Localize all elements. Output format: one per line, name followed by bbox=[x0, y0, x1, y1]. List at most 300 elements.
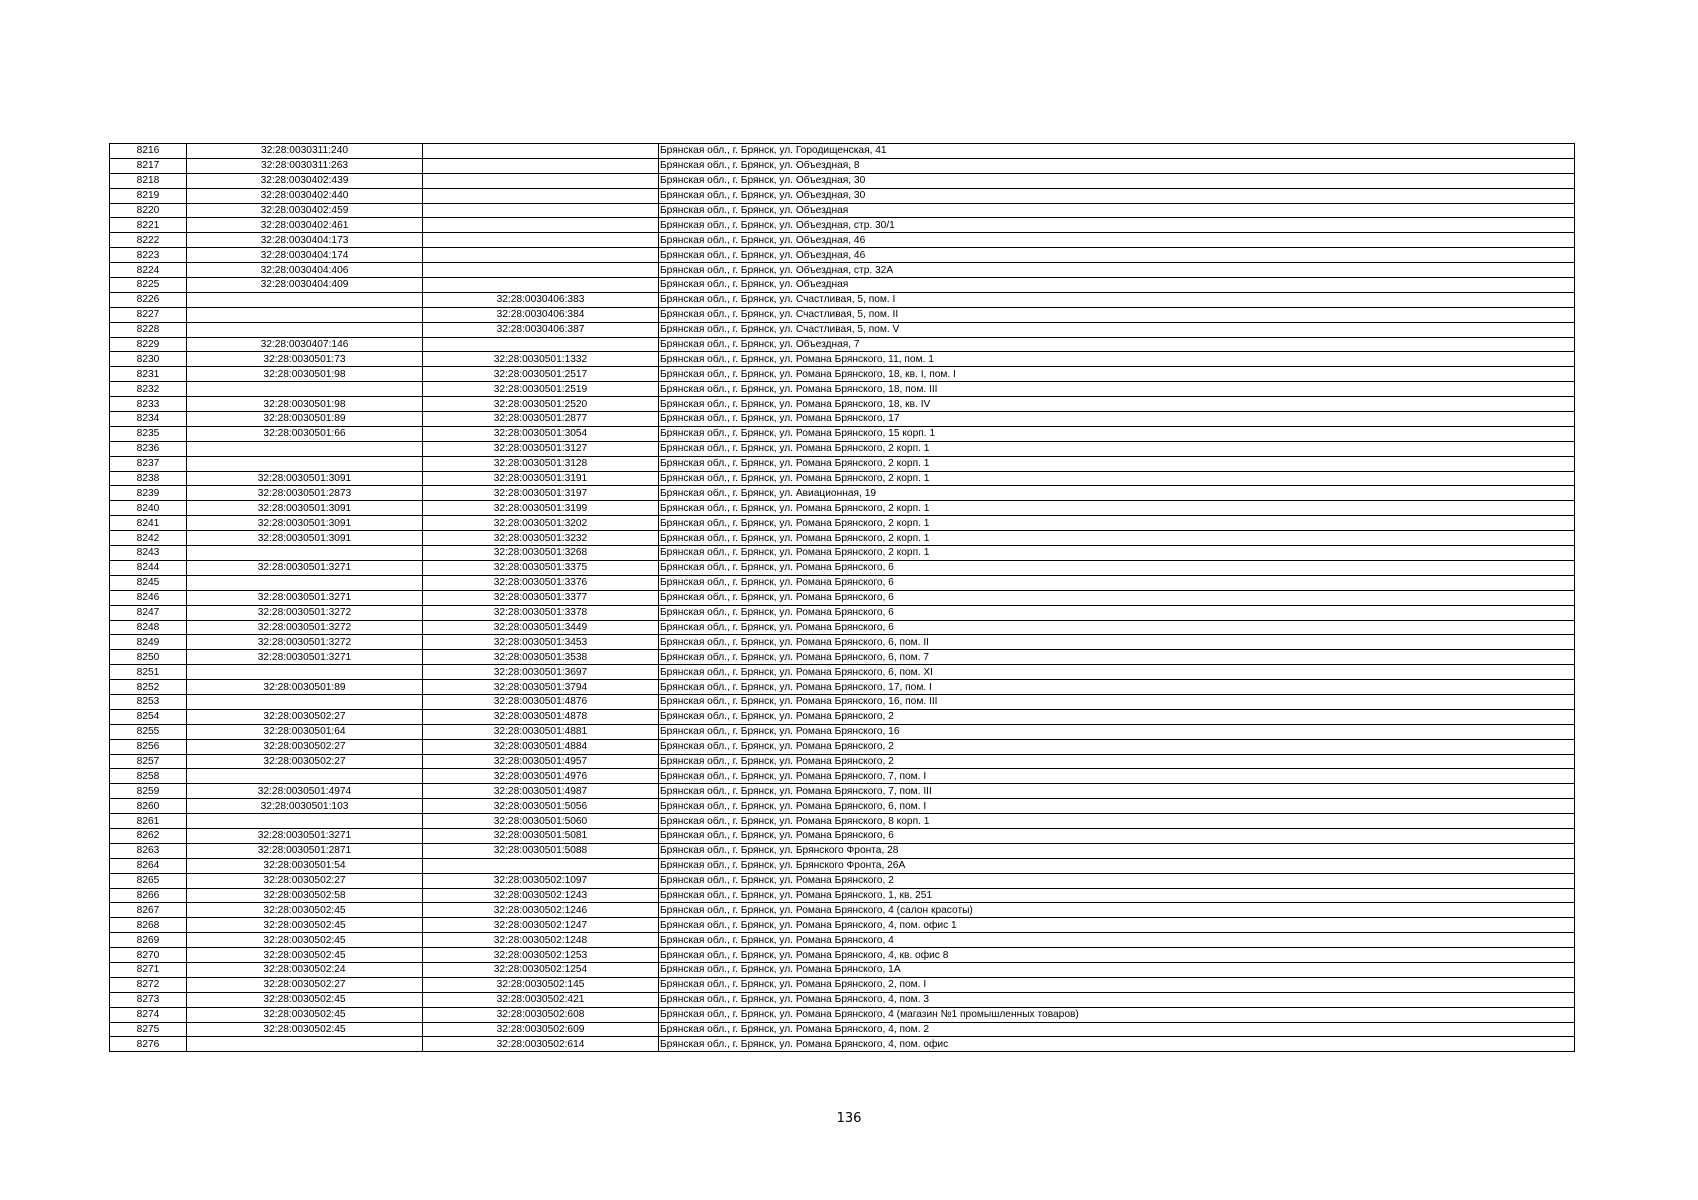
table-row bbox=[110, 858, 1575, 873]
object-number-cell: 32:28:0030501:3794 bbox=[423, 680, 659, 695]
address-cell: Брянская обл., г. Брянск, ул. Романа Брянского, 7, пом. III bbox=[659, 784, 1575, 799]
table-row bbox=[110, 188, 1575, 203]
object-number-cell: 32:28:0030501:2520 bbox=[423, 397, 659, 412]
parcel-number-cell: 32:28:0030502:27 bbox=[187, 709, 423, 724]
parcel-number-cell: 32:28:0030311:240 bbox=[187, 144, 423, 159]
object-number-cell bbox=[423, 337, 659, 352]
object-number-cell: 32:28:0030501:2519 bbox=[423, 382, 659, 397]
address-cell: Брянская обл., г. Брянск, ул. Романа Брянского, 1А bbox=[659, 962, 1575, 977]
table-row bbox=[110, 307, 1575, 322]
parcel-number-cell: 32:28:0030502:27 bbox=[187, 873, 423, 888]
row-number-cell: 8224 bbox=[110, 263, 187, 278]
parcel-number-cell: 32:28:0030404:173 bbox=[187, 233, 423, 248]
object-number-cell: 32:28:0030501:1332 bbox=[423, 352, 659, 367]
row-number-cell: 8264 bbox=[110, 858, 187, 873]
row-number-cell: 8256 bbox=[110, 739, 187, 754]
table-row bbox=[110, 873, 1575, 888]
parcel-number-cell bbox=[187, 322, 423, 337]
object-number-cell: 32:28:0030502:608 bbox=[423, 1007, 659, 1022]
parcel-number-cell: 32:28:0030404:409 bbox=[187, 278, 423, 293]
object-number-cell: 32:28:0030502:1243 bbox=[423, 888, 659, 903]
object-number-cell: 32:28:0030501:3449 bbox=[423, 620, 659, 635]
table-row bbox=[110, 263, 1575, 278]
table-row bbox=[110, 367, 1575, 382]
row-number-cell: 8228 bbox=[110, 322, 187, 337]
row-number-cell: 8259 bbox=[110, 784, 187, 799]
table-row bbox=[110, 754, 1575, 769]
table-row bbox=[110, 724, 1575, 739]
parcel-number-cell: 32:28:0030502:45 bbox=[187, 903, 423, 918]
table-row bbox=[110, 575, 1575, 590]
address-cell: Брянская обл., г. Брянск, ул. Романа Брянского, 6, пом. 7 bbox=[659, 650, 1575, 665]
object-number-cell: 32:28:0030501:3697 bbox=[423, 665, 659, 680]
table-row bbox=[110, 337, 1575, 352]
table-row bbox=[110, 248, 1575, 263]
address-cell: Брянская обл., г. Брянск, ул. Объездная bbox=[659, 203, 1575, 218]
object-number-cell: 32:28:0030501:3199 bbox=[423, 501, 659, 516]
address-cell: Брянская обл., г. Брянск, ул. Романа Брянского, 6 bbox=[659, 590, 1575, 605]
table-row bbox=[110, 843, 1575, 858]
address-cell: Брянская обл., г. Брянск, ул. Авиационная, 19 bbox=[659, 486, 1575, 501]
table-row bbox=[110, 933, 1575, 948]
address-cell: Брянская обл., г. Брянск, ул. Романа Брянского, 15 корп. 1 bbox=[659, 426, 1575, 441]
parcel-number-cell: 32:28:0030501:3091 bbox=[187, 501, 423, 516]
row-number-cell: 8268 bbox=[110, 918, 187, 933]
table-row bbox=[110, 233, 1575, 248]
table-row bbox=[110, 903, 1575, 918]
row-number-cell: 8252 bbox=[110, 680, 187, 695]
row-number-cell: 8247 bbox=[110, 605, 187, 620]
address-cell: Брянская обл., г. Брянск, ул. Объездная, стр. 32А bbox=[659, 263, 1575, 278]
object-number-cell bbox=[423, 158, 659, 173]
table-row bbox=[110, 680, 1575, 695]
table-row bbox=[110, 278, 1575, 293]
parcel-number-cell: 32:28:0030501:3271 bbox=[187, 828, 423, 843]
parcel-number-cell: 32:28:0030501:3271 bbox=[187, 590, 423, 605]
table-row bbox=[110, 918, 1575, 933]
table-row bbox=[110, 888, 1575, 903]
row-number-cell: 8272 bbox=[110, 977, 187, 992]
object-number-cell bbox=[423, 188, 659, 203]
address-cell: Брянская обл., г. Брянск, ул. Романа Брянского, 18, кв. I, пом. I bbox=[659, 367, 1575, 382]
address-cell: Брянская обл., г. Брянск, ул. Романа Брянского, 18, кв. IV bbox=[659, 397, 1575, 412]
table-row bbox=[110, 426, 1575, 441]
parcel-number-cell: 32:28:0030501:3271 bbox=[187, 560, 423, 575]
row-number-cell: 8258 bbox=[110, 769, 187, 784]
object-number-cell: 32:28:0030501:3232 bbox=[423, 531, 659, 546]
table-row bbox=[110, 620, 1575, 635]
table-row bbox=[110, 158, 1575, 173]
row-number-cell: 8246 bbox=[110, 590, 187, 605]
address-cell: Брянская обл., г. Брянск, ул. Романа Брянского, 6 bbox=[659, 828, 1575, 843]
row-number-cell: 8236 bbox=[110, 441, 187, 456]
table-row bbox=[110, 486, 1575, 501]
row-number-cell: 8261 bbox=[110, 814, 187, 829]
object-number-cell: 32:28:0030501:4881 bbox=[423, 724, 659, 739]
parcel-number-cell: 32:28:0030502:27 bbox=[187, 739, 423, 754]
address-cell: Брянская обл., г. Брянск, ул. Романа Брянского, 6 bbox=[659, 620, 1575, 635]
parcel-number-cell: 32:28:0030402:440 bbox=[187, 188, 423, 203]
table-row bbox=[110, 382, 1575, 397]
object-number-cell: 32:28:0030502:609 bbox=[423, 1022, 659, 1037]
parcel-number-cell: 32:28:0030502:58 bbox=[187, 888, 423, 903]
row-number-cell: 8229 bbox=[110, 337, 187, 352]
parcel-number-cell bbox=[187, 546, 423, 561]
row-number-cell: 8238 bbox=[110, 471, 187, 486]
row-number-cell: 8275 bbox=[110, 1022, 187, 1037]
object-number-cell bbox=[423, 203, 659, 218]
address-cell: Брянская обл., г. Брянск, ул. Романа Брянского, 4, кв. офис 8 bbox=[659, 948, 1575, 963]
object-number-cell: 32:28:0030501:3268 bbox=[423, 546, 659, 561]
object-number-cell bbox=[423, 233, 659, 248]
parcel-number-cell: 32:28:0030501:64 bbox=[187, 724, 423, 739]
row-number-cell: 8226 bbox=[110, 292, 187, 307]
table-row bbox=[110, 977, 1575, 992]
address-cell: Брянская обл., г. Брянск, ул. Романа Брянского, 4 (магазин №1 промышленных товаров) bbox=[659, 1007, 1575, 1022]
address-cell: Брянская обл., г. Брянск, ул. Брянского Фронта, 28 bbox=[659, 843, 1575, 858]
table-row bbox=[110, 144, 1575, 159]
parcel-number-cell: 32:28:0030501:89 bbox=[187, 680, 423, 695]
address-cell: Брянская обл., г. Брянск, ул. Романа Брянского, 7, пом. I bbox=[659, 769, 1575, 784]
table-row bbox=[110, 352, 1575, 367]
row-number-cell: 8241 bbox=[110, 516, 187, 531]
row-number-cell: 8255 bbox=[110, 724, 187, 739]
address-cell: Брянская обл., г. Брянск, ул. Романа Брянского, 16 bbox=[659, 724, 1575, 739]
address-cell: Брянская обл., г. Брянск, ул. Романа Брянского, 6, пом. XI bbox=[659, 665, 1575, 680]
row-number-cell: 8269 bbox=[110, 933, 187, 948]
row-number-cell: 8240 bbox=[110, 501, 187, 516]
parcel-number-cell bbox=[187, 665, 423, 680]
row-number-cell: 8242 bbox=[110, 531, 187, 546]
table-row bbox=[110, 665, 1575, 680]
object-number-cell: 32:28:0030502:1253 bbox=[423, 948, 659, 963]
object-number-cell: 32:28:0030501:4957 bbox=[423, 754, 659, 769]
row-number-cell: 8251 bbox=[110, 665, 187, 680]
address-cell: Брянская обл., г. Брянск, ул. Романа Брянского, 1, кв. 251 bbox=[659, 888, 1575, 903]
address-cell: Брянская обл., г. Брянск, ул. Объездная, стр. 30/1 bbox=[659, 218, 1575, 233]
parcel-number-cell: 32:28:0030501:89 bbox=[187, 412, 423, 427]
row-number-cell: 8239 bbox=[110, 486, 187, 501]
table-row bbox=[110, 501, 1575, 516]
parcel-number-cell: 32:28:0030502:27 bbox=[187, 754, 423, 769]
parcel-number-cell: 32:28:0030501:4974 bbox=[187, 784, 423, 799]
object-number-cell: 32:28:0030502:1246 bbox=[423, 903, 659, 918]
parcel-number-cell bbox=[187, 694, 423, 709]
object-number-cell bbox=[423, 218, 659, 233]
object-number-cell: 32:28:0030501:3378 bbox=[423, 605, 659, 620]
object-number-cell: 32:28:0030501:2517 bbox=[423, 367, 659, 382]
parcel-number-cell: 32:28:0030502:45 bbox=[187, 1022, 423, 1037]
address-cell: Брянская обл., г. Брянск, ул. Счастливая, 5, пом. V bbox=[659, 322, 1575, 337]
row-number-cell: 8222 bbox=[110, 233, 187, 248]
object-number-cell: 32:28:0030501:4884 bbox=[423, 739, 659, 754]
address-cell: Брянская обл., г. Брянск, ул. Романа Брянского, 17 bbox=[659, 412, 1575, 427]
address-cell: Брянская обл., г. Брянск, ул. Романа Брянского, 4, пом. офис bbox=[659, 1037, 1575, 1052]
object-number-cell: 32:28:0030501:4987 bbox=[423, 784, 659, 799]
row-number-cell: 8233 bbox=[110, 397, 187, 412]
object-number-cell: 32:28:0030501:5060 bbox=[423, 814, 659, 829]
table-row bbox=[110, 650, 1575, 665]
row-number-cell: 8235 bbox=[110, 426, 187, 441]
row-number-cell: 8271 bbox=[110, 962, 187, 977]
address-cell: Брянская обл., г. Брянск, ул. Объездная, 8 bbox=[659, 158, 1575, 173]
table-row bbox=[110, 456, 1575, 471]
address-cell: Брянская обл., г. Брянск, ул. Романа Брянского, 2 bbox=[659, 754, 1575, 769]
row-number-cell: 8220 bbox=[110, 203, 187, 218]
row-number-cell: 8276 bbox=[110, 1037, 187, 1052]
object-number-cell: 32:28:0030501:4876 bbox=[423, 694, 659, 709]
table-row bbox=[110, 769, 1575, 784]
address-cell: Брянская обл., г. Брянск, ул. Романа Брянского, 2 bbox=[659, 709, 1575, 724]
parcel-number-cell bbox=[187, 1037, 423, 1052]
address-cell: Брянская обл., г. Брянск, ул. Романа Брянского, 2 корп. 1 bbox=[659, 441, 1575, 456]
table-row bbox=[110, 397, 1575, 412]
object-number-cell: 32:28:0030501:5081 bbox=[423, 828, 659, 843]
address-cell: Брянская обл., г. Брянск, ул. Романа Брянского, 11, пом. 1 bbox=[659, 352, 1575, 367]
parcel-number-cell: 32:28:0030501:98 bbox=[187, 397, 423, 412]
table-row bbox=[110, 962, 1575, 977]
object-number-cell: 32:28:0030502:145 bbox=[423, 977, 659, 992]
object-number-cell: 32:28:0030502:1254 bbox=[423, 962, 659, 977]
row-number-cell: 8248 bbox=[110, 620, 187, 635]
address-cell: Брянская обл., г. Брянск, ул. Романа Брянского, 8 корп. 1 bbox=[659, 814, 1575, 829]
object-number-cell: 32:28:0030501:2877 bbox=[423, 412, 659, 427]
address-cell: Брянская обл., г. Брянск, ул. Объездная, 30 bbox=[659, 173, 1575, 188]
row-number-cell: 8254 bbox=[110, 709, 187, 724]
parcel-number-cell: 32:28:0030502:45 bbox=[187, 1007, 423, 1022]
object-number-cell: 32:28:0030502:421 bbox=[423, 992, 659, 1007]
parcel-number-cell: 32:28:0030501:3272 bbox=[187, 605, 423, 620]
table-row bbox=[110, 560, 1575, 575]
address-cell: Брянская обл., г. Брянск, ул. Романа Брянского, 6 bbox=[659, 560, 1575, 575]
table-row bbox=[110, 992, 1575, 1007]
address-cell: Брянская обл., г. Брянск, ул. Романа Брянского, 18, пом. III bbox=[659, 382, 1575, 397]
parcel-number-cell: 32:28:0030501:3091 bbox=[187, 516, 423, 531]
parcel-number-cell bbox=[187, 814, 423, 829]
object-number-cell: 32:28:0030502:1247 bbox=[423, 918, 659, 933]
table-row bbox=[110, 1022, 1575, 1037]
row-number-cell: 8262 bbox=[110, 828, 187, 843]
table-row bbox=[110, 739, 1575, 754]
row-number-cell: 8273 bbox=[110, 992, 187, 1007]
address-cell: Брянская обл., г. Брянск, ул. Романа Брянского, 2 корп. 1 bbox=[659, 456, 1575, 471]
address-cell: Брянская обл., г. Брянск, ул. Романа Брянского, 6 bbox=[659, 575, 1575, 590]
object-number-cell: 32:28:0030406:384 bbox=[423, 307, 659, 322]
object-number-cell bbox=[423, 858, 659, 873]
object-number-cell: 32:28:0030501:3538 bbox=[423, 650, 659, 665]
parcel-number-cell: 32:28:0030502:27 bbox=[187, 977, 423, 992]
parcel-number-cell: 32:28:0030501:98 bbox=[187, 367, 423, 382]
table-row bbox=[110, 1037, 1575, 1052]
parcel-number-cell: 32:28:0030501:66 bbox=[187, 426, 423, 441]
parcel-number-cell: 32:28:0030402:459 bbox=[187, 203, 423, 218]
row-number-cell: 8237 bbox=[110, 456, 187, 471]
parcel-number-cell bbox=[187, 292, 423, 307]
table-row bbox=[110, 814, 1575, 829]
parcel-number-cell: 32:28:0030501:54 bbox=[187, 858, 423, 873]
row-number-cell: 8232 bbox=[110, 382, 187, 397]
address-cell: Брянская обл., г. Брянск, ул. Романа Брянского, 2, пом. I bbox=[659, 977, 1575, 992]
object-number-cell: 32:28:0030502:1248 bbox=[423, 933, 659, 948]
row-number-cell: 8266 bbox=[110, 888, 187, 903]
parcel-number-cell: 32:28:0030502:24 bbox=[187, 962, 423, 977]
table-row bbox=[110, 531, 1575, 546]
row-number-cell: 8250 bbox=[110, 650, 187, 665]
object-number-cell: 32:28:0030501:3375 bbox=[423, 560, 659, 575]
object-number-cell: 32:28:0030406:387 bbox=[423, 322, 659, 337]
row-number-cell: 8270 bbox=[110, 948, 187, 963]
row-number-cell: 8218 bbox=[110, 173, 187, 188]
row-number-cell: 8230 bbox=[110, 352, 187, 367]
address-cell: Брянская обл., г. Брянск, ул. Романа Брянского, 4, пом. офис 1 bbox=[659, 918, 1575, 933]
table-row bbox=[110, 709, 1575, 724]
row-number-cell: 8249 bbox=[110, 635, 187, 650]
address-cell: Брянская обл., г. Брянск, ул. Городищенская, 41 bbox=[659, 144, 1575, 159]
address-cell: Брянская обл., г. Брянск, ул. Романа Брянского, 2 корп. 1 bbox=[659, 471, 1575, 486]
parcel-number-cell: 32:28:0030502:45 bbox=[187, 918, 423, 933]
row-number-cell: 8225 bbox=[110, 278, 187, 293]
parcel-number-cell bbox=[187, 382, 423, 397]
row-number-cell: 8260 bbox=[110, 799, 187, 814]
row-number-cell: 8243 bbox=[110, 546, 187, 561]
object-number-cell: 32:28:0030501:3128 bbox=[423, 456, 659, 471]
row-number-cell: 8219 bbox=[110, 188, 187, 203]
parcel-number-cell: 32:28:0030501:3271 bbox=[187, 650, 423, 665]
object-number-cell: 32:28:0030501:3197 bbox=[423, 486, 659, 501]
address-cell: Брянская обл., г. Брянск, ул. Объездная, 46 bbox=[659, 233, 1575, 248]
address-cell: Брянская обл., г. Брянск, ул. Романа Брянского, 2 корп. 1 bbox=[659, 501, 1575, 516]
object-number-cell: 32:28:0030502:1097 bbox=[423, 873, 659, 888]
parcel-number-cell: 32:28:0030407:146 bbox=[187, 337, 423, 352]
table-row bbox=[110, 694, 1575, 709]
row-number-cell: 8245 bbox=[110, 575, 187, 590]
parcel-number-cell: 32:28:0030501:3091 bbox=[187, 471, 423, 486]
parcel-number-cell bbox=[187, 575, 423, 590]
object-number-cell: 32:28:0030501:3054 bbox=[423, 426, 659, 441]
parcel-number-cell: 32:28:0030501:2873 bbox=[187, 486, 423, 501]
object-number-cell: 32:28:0030501:5088 bbox=[423, 843, 659, 858]
table-row bbox=[110, 590, 1575, 605]
parcel-number-cell: 32:28:0030404:406 bbox=[187, 263, 423, 278]
object-number-cell bbox=[423, 144, 659, 159]
address-cell: Брянская обл., г. Брянск, ул. Объездная, 7 bbox=[659, 337, 1575, 352]
address-cell: Брянская обл., г. Брянск, ул. Счастливая, 5, пом. II bbox=[659, 307, 1575, 322]
row-number-cell: 8227 bbox=[110, 307, 187, 322]
row-number-cell: 8216 bbox=[110, 144, 187, 159]
table-row bbox=[110, 546, 1575, 561]
address-cell: Брянская обл., г. Брянск, ул. Романа Брянского, 2 корп. 1 bbox=[659, 546, 1575, 561]
object-number-cell: 32:28:0030501:3453 bbox=[423, 635, 659, 650]
address-cell: Брянская обл., г. Брянск, ул. Романа Брянского, 6, пом. I bbox=[659, 799, 1575, 814]
object-number-cell: 32:28:0030501:3377 bbox=[423, 590, 659, 605]
row-number-cell: 8223 bbox=[110, 248, 187, 263]
object-number-cell: 32:28:0030501:4976 bbox=[423, 769, 659, 784]
parcel-number-cell: 32:28:0030502:45 bbox=[187, 992, 423, 1007]
table-row bbox=[110, 1007, 1575, 1022]
address-cell: Брянская обл., г. Брянск, ул. Объездная, 46 bbox=[659, 248, 1575, 263]
registry-table-body bbox=[110, 144, 1575, 1052]
registry-table bbox=[109, 143, 1575, 1052]
parcel-number-cell bbox=[187, 456, 423, 471]
address-cell: Брянская обл., г. Брянск, ул. Романа Брянского, 4 bbox=[659, 933, 1575, 948]
object-number-cell bbox=[423, 278, 659, 293]
parcel-number-cell: 32:28:0030501:3272 bbox=[187, 635, 423, 650]
parcel-number-cell: 32:28:0030402:439 bbox=[187, 173, 423, 188]
parcel-number-cell: 32:28:0030501:3091 bbox=[187, 531, 423, 546]
address-cell: Брянская обл., г. Брянск, ул. Брянского Фронта, 26А bbox=[659, 858, 1575, 873]
object-number-cell bbox=[423, 173, 659, 188]
table-row bbox=[110, 516, 1575, 531]
parcel-number-cell: 32:28:0030501:73 bbox=[187, 352, 423, 367]
table-row bbox=[110, 218, 1575, 233]
address-cell: Брянская обл., г. Брянск, ул. Романа Брянского, 6, пом. II bbox=[659, 635, 1575, 650]
row-number-cell: 8265 bbox=[110, 873, 187, 888]
parcel-number-cell bbox=[187, 769, 423, 784]
row-number-cell: 8221 bbox=[110, 218, 187, 233]
table-row bbox=[110, 948, 1575, 963]
address-cell: Брянская обл., г. Брянск, ул. Объездная bbox=[659, 278, 1575, 293]
table-row bbox=[110, 412, 1575, 427]
table-row bbox=[110, 322, 1575, 337]
table-row bbox=[110, 784, 1575, 799]
address-cell: Брянская обл., г. Брянск, ул. Романа Брянского, 4 (салон красоты) bbox=[659, 903, 1575, 918]
address-cell: Брянская обл., г. Брянск, ул. Объездная, 30 bbox=[659, 188, 1575, 203]
object-number-cell: 32:28:0030501:3202 bbox=[423, 516, 659, 531]
parcel-number-cell: 32:28:0030502:45 bbox=[187, 948, 423, 963]
parcel-number-cell bbox=[187, 441, 423, 456]
table-row bbox=[110, 635, 1575, 650]
page-number: 136 bbox=[836, 1111, 862, 1126]
table-row bbox=[110, 799, 1575, 814]
object-number-cell: 32:28:0030501:3376 bbox=[423, 575, 659, 590]
object-number-cell: 32:28:0030501:3191 bbox=[423, 471, 659, 486]
object-number-cell: 32:28:0030501:3127 bbox=[423, 441, 659, 456]
parcel-number-cell: 32:28:0030402:461 bbox=[187, 218, 423, 233]
row-number-cell: 8274 bbox=[110, 1007, 187, 1022]
parcel-number-cell: 32:28:0030501:2871 bbox=[187, 843, 423, 858]
address-cell: Брянская обл., г. Брянск, ул. Романа Брянского, 16, пом. III bbox=[659, 694, 1575, 709]
object-number-cell: 32:28:0030501:4878 bbox=[423, 709, 659, 724]
row-number-cell: 8263 bbox=[110, 843, 187, 858]
table-row bbox=[110, 828, 1575, 843]
parcel-number-cell: 32:28:0030311:263 bbox=[187, 158, 423, 173]
address-cell: Брянская обл., г. Брянск, ул. Романа Брянского, 2 корп. 1 bbox=[659, 531, 1575, 546]
row-number-cell: 8217 bbox=[110, 158, 187, 173]
object-number-cell: 32:28:0030406:383 bbox=[423, 292, 659, 307]
object-number-cell: 32:28:0030501:5056 bbox=[423, 799, 659, 814]
parcel-number-cell: 32:28:0030501:103 bbox=[187, 799, 423, 814]
table-row bbox=[110, 292, 1575, 307]
address-cell: Брянская обл., г. Брянск, ул. Романа Брянского, 4, пом. 2 bbox=[659, 1022, 1575, 1037]
address-cell: Брянская обл., г. Брянск, ул. Романа Брянского, 4, пом. 3 bbox=[659, 992, 1575, 1007]
row-number-cell: 8267 bbox=[110, 903, 187, 918]
parcel-number-cell: 32:28:0030501:3272 bbox=[187, 620, 423, 635]
row-number-cell: 8244 bbox=[110, 560, 187, 575]
row-number-cell: 8231 bbox=[110, 367, 187, 382]
table-row bbox=[110, 605, 1575, 620]
address-cell: Брянская обл., г. Брянск, ул. Романа Брянского, 2 bbox=[659, 739, 1575, 754]
address-cell: Брянская обл., г. Брянск, ул. Романа Брянского, 6 bbox=[659, 605, 1575, 620]
object-number-cell bbox=[423, 248, 659, 263]
parcel-number-cell bbox=[187, 307, 423, 322]
parcel-number-cell: 32:28:0030502:45 bbox=[187, 933, 423, 948]
object-number-cell: 32:28:0030502:614 bbox=[423, 1037, 659, 1052]
object-number-cell bbox=[423, 263, 659, 278]
address-cell: Брянская обл., г. Брянск, ул. Романа Брянского, 2 bbox=[659, 873, 1575, 888]
row-number-cell: 8257 bbox=[110, 754, 187, 769]
table-row bbox=[110, 471, 1575, 486]
table-row bbox=[110, 203, 1575, 218]
